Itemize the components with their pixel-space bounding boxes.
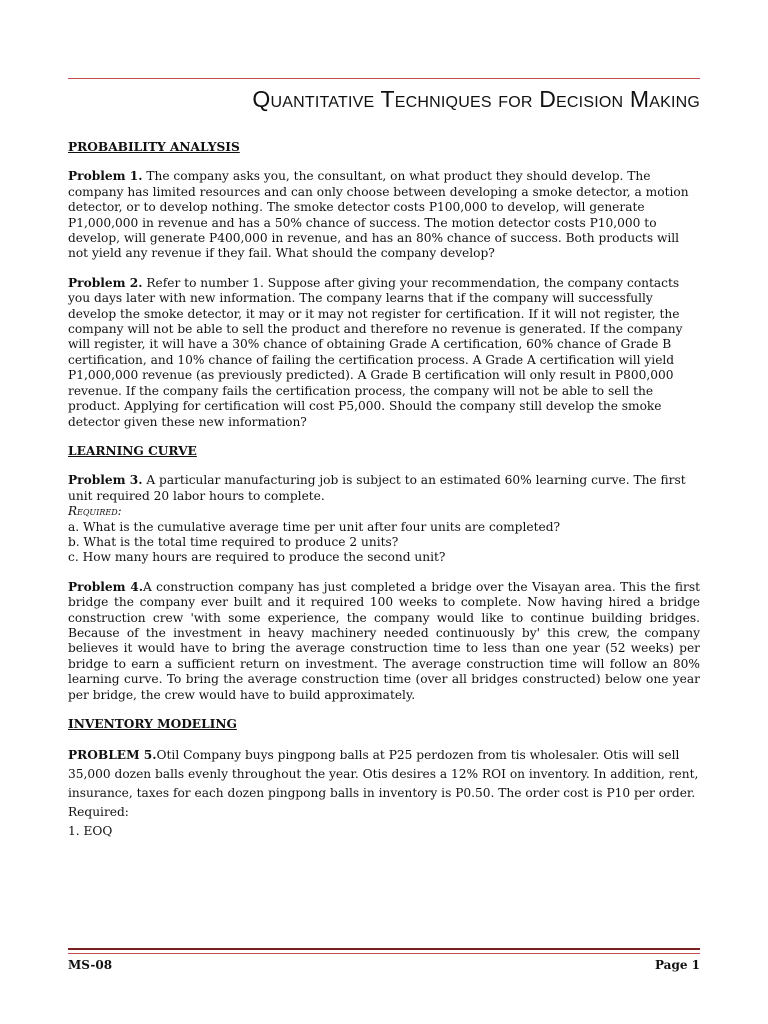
problem-4-text: A construction company has just completed a bridge over the Visayan area. This the first bridge the company ever built and it required 100 weeks to complete. Now having hired a bridge construction crew 'with some experience, the company would like to continue building bridges. Because of the investment in heavy machinery needed continuously by' this crew, the company believes it would have to bring the average construction time to less than one year (52 weeks) per bridge to earn a sufficient return on investment. The average construction time will follow an 80% learning curve. To bring the average construction time (over all bridges constructed) below one year per bridge, the crew would have to build approximately. — [68, 579, 700, 702]
problem-2 — [68, 276, 700, 430]
problem-1 — [68, 169, 700, 261]
problem-3-text: A particular manufacturing job is subject to an estimated 60% learning curve. The first unit required 20 labor hours to complete. — [68, 473, 686, 503]
document-body — [68, 140, 700, 855]
footer-course-code: MS-08 — [68, 958, 113, 972]
problem-5-text: Otil Company buys pingpong balls at P25 perdozen from tis wholesaler. Otis will sell 35,000 dozen balls evenly throughout the year. Otis desires a 12% ROI on inventory. In addition, rent, insurance, taxes for each dozen pingpong balls in inventory is P0.50. The order cost is P10 per order. — [68, 748, 699, 801]
problem-5 — [68, 746, 700, 841]
document-title: Quantitative Techniques for Decision Making — [252, 86, 700, 112]
problem-5-required-label: Required: — [68, 805, 129, 820]
problem-3 — [68, 473, 700, 565]
problem-5-item-1: 1. EOQ — [68, 824, 113, 839]
problem-3-item-c: c. How many hours are required to produce the second unit? — [68, 550, 446, 565]
problem-1-label: Problem 1. — [68, 169, 143, 184]
section-heading-inventory: INVENTORY MODELING — [68, 717, 237, 731]
problem-4-label: Problem 4. — [68, 579, 143, 594]
problem-2-label: Problem 2. — [68, 275, 143, 290]
problem-3-required-label: Required: — [68, 504, 122, 519]
problem-2-text: Refer to number 1. Suppose after giving your recommendation, the company contacts you days later with new information. The company learns that if the company will successfully develop the smoke detector, it may or it may not register for certification. If it will not register, the company will not be able to sell the product and therefore no revenue is generated. If the company will register, it will have a 30% chance of obtaining Grade A certification, 60% chance of Grade B certification, and 10% chance of failing the certification process. A Grade A certification will yield P1,000,000 revenue (as previously predicted). A Grade B certification will only result in P800,000 revenue. If the company fails the certification process, the company will not be able to sell the product. Applying for certification will cost P5,000. Should the company still develop the smoke detector given these new information? — [68, 275, 683, 429]
section-heading-probability: PROBABILITY ANALYSIS — [68, 140, 240, 154]
problem-3-item-b: b. What is the total time required to produce 2 units? — [68, 534, 399, 549]
problem-3-label: Problem 3. — [68, 473, 143, 488]
problem-5-label: PROBLEM 5. — [68, 748, 157, 763]
footer-page-number: Page 1 — [654, 958, 700, 972]
problem-1-text: The company asks you, the consultant, on what product they should develop. The company has limited resources and can only choose between developing a smoke detector, a motion detector, or to develop nothing. The smoke detector costs P100,000 to develop, will generate P1,000,000 in revenue and has a 50% chance of success. The motion detector costs P10,000 to develop, will generate P400,000 in revenue, and has an 80% chance of success. Both products will not yield any revenue if they fail. What should the company develop? — [68, 169, 689, 261]
header-rule — [68, 78, 700, 79]
footer-rule-thin — [68, 953, 700, 954]
problem-3-item-a: a. What is the cumulative average time per unit after four units are completed? — [68, 519, 561, 534]
footer-rule-thick — [68, 948, 700, 950]
problem-4 — [68, 580, 700, 703]
section-heading-learning: LEARNING CURVE — [68, 443, 197, 458]
